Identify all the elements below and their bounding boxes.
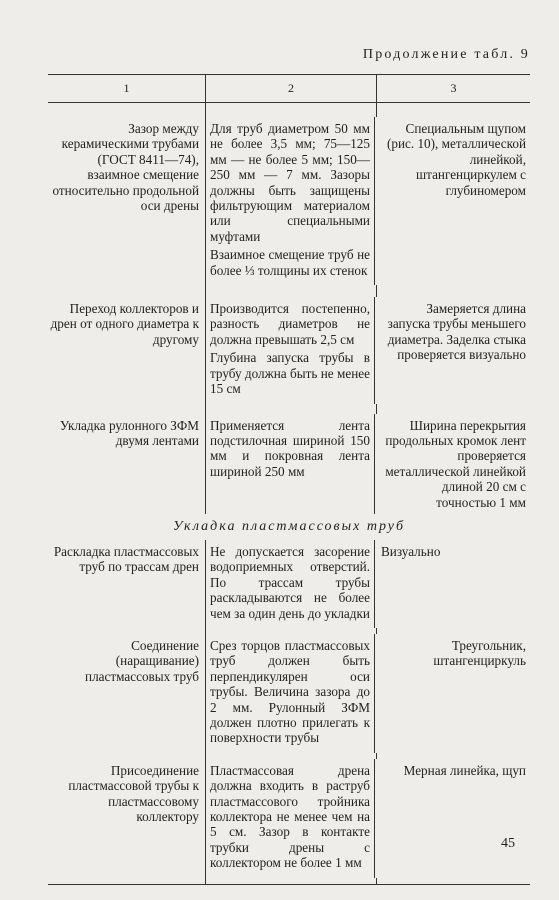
operation-cell: Раскладка пластмассовых труб по трассам дрен — [53, 543, 199, 575]
table-spacer — [48, 103, 530, 117]
section-title: Укладка пластмассовых труб — [172, 518, 406, 534]
table-spacer — [48, 878, 530, 884]
requirement-cell — [205, 634, 375, 753]
requirement-cell — [205, 117, 375, 285]
control-method-cell: Замеряется длина запуска трубы меньшего диаметра. Заделка стыка проверяется визуально — [387, 301, 526, 363]
table-spacer — [48, 285, 530, 297]
operation-cell: Переход коллекторов и дрен от одного диаметра к другому — [50, 301, 199, 347]
table-row — [48, 540, 530, 628]
control-method-cell: Ширина перекрытия продольных кромок лент проверяется металлической линейкой длиной 20 см с точностью 1 мм — [385, 417, 526, 510]
control-method-cell: Мерная линейка, щуп — [403, 762, 526, 778]
requirement-text: Глубина запуска трубы в трубу должна быть не менее 15 см — [210, 350, 370, 397]
table-row — [48, 297, 530, 403]
requirement-cell — [205, 414, 375, 514]
operation-cell: Соединение (наращивание) пластмассовых труб — [85, 637, 199, 684]
requirement-text: Для труб диаметром 50 мм не более 3,5 мм; 75—125 мм — не более 5 мм; 150—250 мм — 7 мм. Зазоры должны быть защищены фильтрующим материалом или специальными муфтами — [210, 121, 370, 244]
requirement-text: Производится постепенно, разность диаметров не должна превышать 2,5 см — [210, 301, 370, 347]
operation-cell: Присоединение пластмассовой трубы к пластмассовому коллектору — [68, 762, 199, 825]
column-header-1: 1 — [123, 81, 130, 95]
operation-cell: Укладка рулонного ЗФМ двумя лентами — [59, 417, 199, 448]
requirement-text: Применяется лента подстилочная шириной 150 мм и покровная лента шириной 250 мм — [210, 417, 370, 479]
requirement-cell — [205, 759, 375, 878]
operation-cell: Зазор между керамическими трубами (ГОСТ 8411—74), взаимное смещение относительно продольной оси дрены — [52, 121, 199, 214]
requirement-cell — [205, 297, 375, 403]
control-method-cell: Специальным щупом (рис. 10), металлической линейкой, штангенциркулем с глубиномером — [386, 121, 526, 198]
table-row — [48, 414, 530, 514]
control-method-cell: Визуально — [381, 543, 441, 559]
table-spacer — [48, 404, 530, 414]
requirement-text: Не допускается засорение водоприемных отверстий. По трассам трубы раскладываются не более чем за один день до укладки — [210, 543, 370, 621]
table-row — [48, 759, 530, 878]
table-row — [48, 117, 530, 285]
requirement-cell — [205, 540, 375, 628]
requirement-text: Срез торцов пластмассовых труб должен быть перпендикулярен оси трубы. Величина зазора до 2 мм. Рулонный ЗФМ должен плотно прилегать к поверхности трубы — [210, 637, 370, 746]
table-continuation-header: Продолжение табл. 9 — [362, 47, 530, 62]
requirement-text: Пластмассовая дрена должна входить в раструб пластмассового тройника коллектора не менее чем на 5 см. Зазор в контакте трубки дрены с коллектором не более 1 мм — [210, 762, 370, 871]
table-row — [48, 634, 530, 753]
requirement-text: Взаимное смещение труб не более ⅓ толщины их стенок — [210, 247, 370, 278]
page-number: 45 — [501, 836, 515, 851]
column-header-3: 3 — [450, 81, 457, 95]
control-method-cell: Треугольник, штангенциркуль — [433, 637, 526, 669]
requirements-table — [48, 74, 530, 885]
column-header-2: 2 — [205, 75, 377, 102]
table-header-row — [48, 75, 530, 103]
